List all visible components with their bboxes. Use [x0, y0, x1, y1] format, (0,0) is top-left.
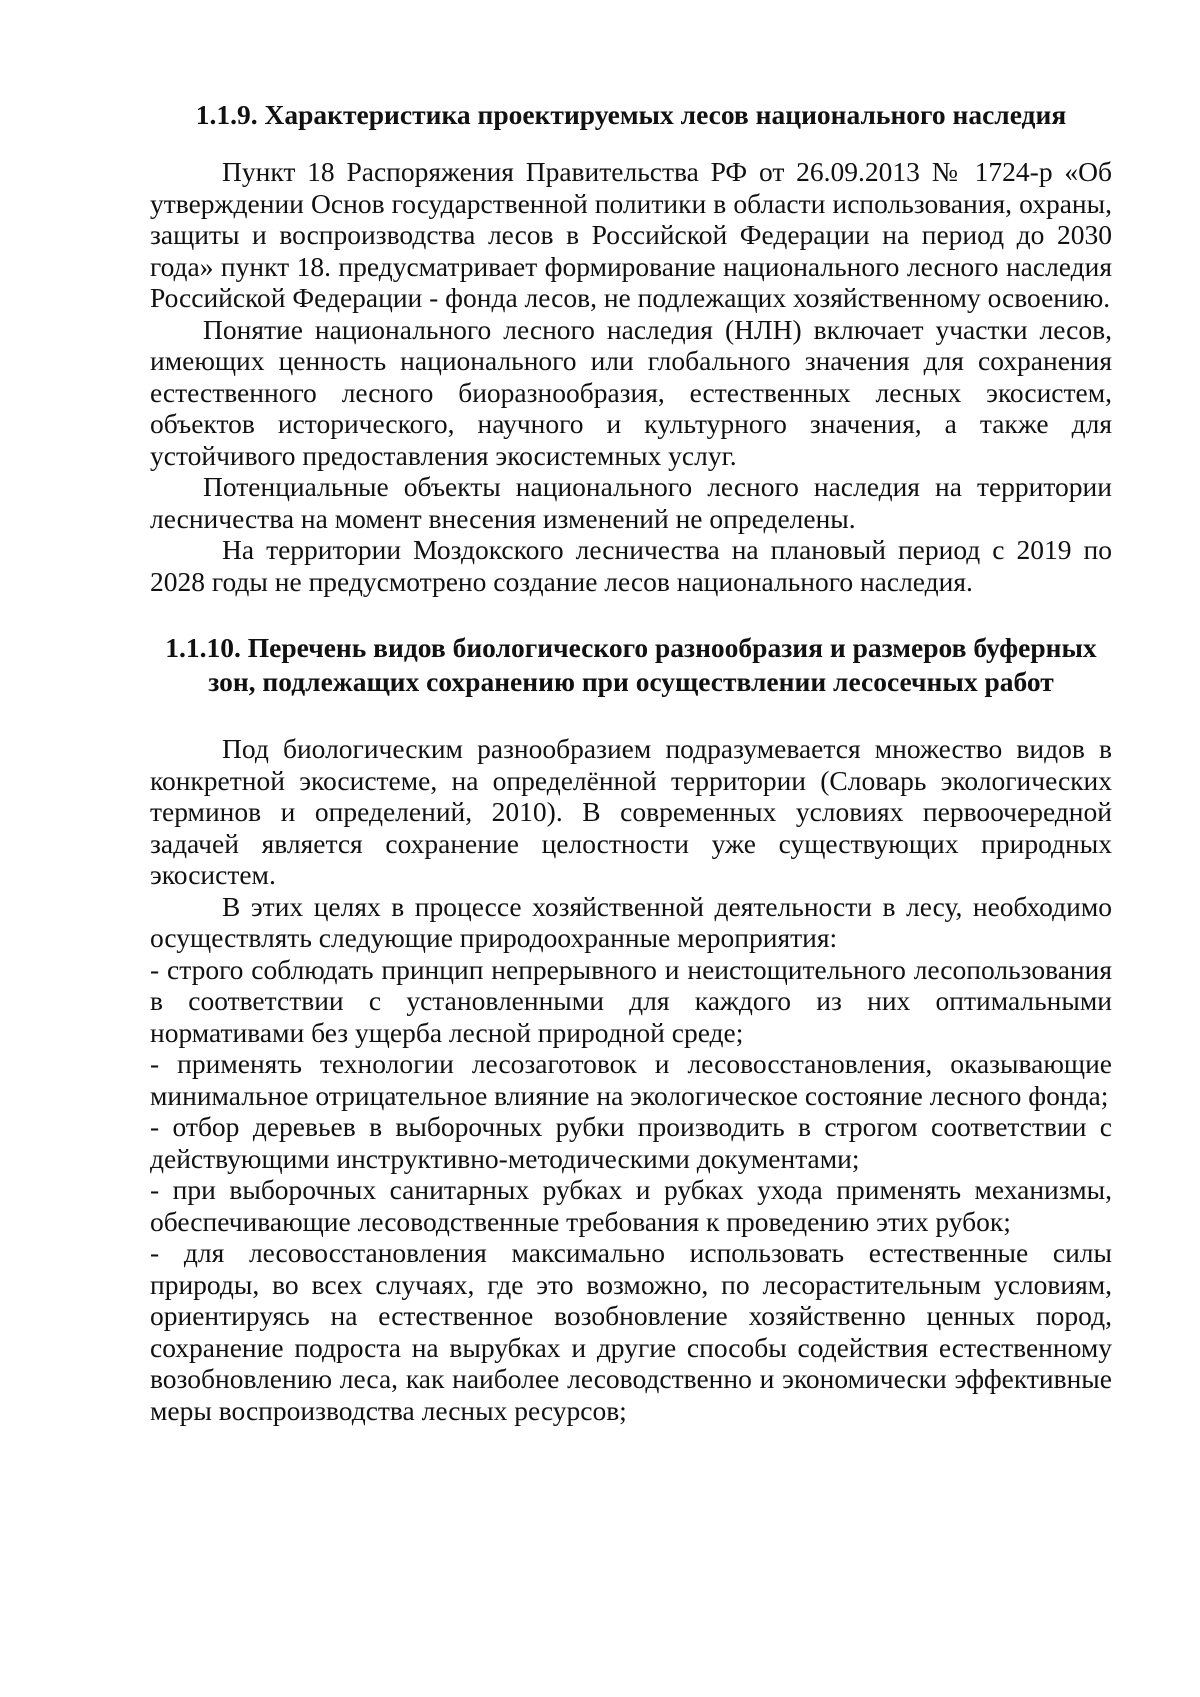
list-item: - строго соблюдать принцип непрерывного и неистощительного лесопользования в соответствии с установленными для каждого из них оптимальными нормативами без ущерба лесной природной среде;	[150, 953, 1112, 1048]
paragraph: В этих целях в процессе хозяйственной деятельности в лесу, необходимо осуществлять следующие природоохранные мероприятия:	[150, 890, 1112, 953]
list-item: - при выборочных санитарных рубках и рубках ухода применять механизмы, обеспечивающие лесоводственные требования к проведению этих рубок;	[150, 1174, 1112, 1237]
paragraph: Пункт 18 Распоряжения Правительства РФ от 26.09.2013 № 1724-р «Об утверждении Основ государственной политики в области использования, охраны, защиты и воспроизводства лесов в Российской Федерации на период до 2030 года» пункт 18. предусматривает формирование национального лесного наследия Российской Федерации - фонда лесов, не подлежащих хозяйственному освоению.	[150, 156, 1112, 313]
section-heading-1-1-10: 1.1.10. Перечень видов биологического разнообразия и размеров буферных зон, подлежащих сохранению при осуществлении лесосечных работ	[165, 632, 1097, 697]
paragraph: Потенциальные объекты национального лесного наследия на территории лесничества на момент внесения изменений не определены.	[150, 471, 1112, 534]
paragraph: Под биологическим разнообразием подразумевается множество видов в конкретной экосистеме, на определённой территории (Словарь экологических терминов и определений, 2010). В современных условиях первоочередной задачей является сохранение целостности уже существующих природных экосистем.	[150, 733, 1112, 890]
paragraph: Понятие национального лесного наследия (НЛН) включает участки лесов, имеющих ценность национального или глобального значения для сохранения естественного лесного биоразнообразия, естественных лесных экосистем, объектов исторического, научного и культурного значения, а также для устойчивого предоставления экосистемных услуг.	[150, 313, 1112, 471]
document-page	[150, 98, 1112, 1426]
section-heading-1-1-9: 1.1.9. Характеристика проектируемых лесов национального наследия	[195, 99, 1067, 130]
paragraph: На территории Моздокского лесничества на плановый период с 2019 по 2028 годы не предусмотрено создание лесов национального наследия.	[150, 534, 1112, 597]
list-item: - для лесовосстановления максимально использовать естественные силы природы, во всех случаях, где это возможно, по лесорастительным условиям, ориентируясь на естественное возобновление хозяйственно ценных пород, сохранение подроста на вырубках и другие способы содействия естественному возобновлению леса, как наиболее лесоводственно и экономически эффективные меры воспроизводства лесных ресурсов;	[150, 1237, 1112, 1426]
list-item: - отбор деревьев в выборочных рубки производить в строгом соответствии с действующими инструктивно-методическими документами;	[150, 1111, 1112, 1174]
list-item: - применять технологии лесозаготовок и лесовосстановления, оказывающие минимальное отрицательное влияние на экологическое состояние лесного фонда;	[150, 1048, 1112, 1111]
